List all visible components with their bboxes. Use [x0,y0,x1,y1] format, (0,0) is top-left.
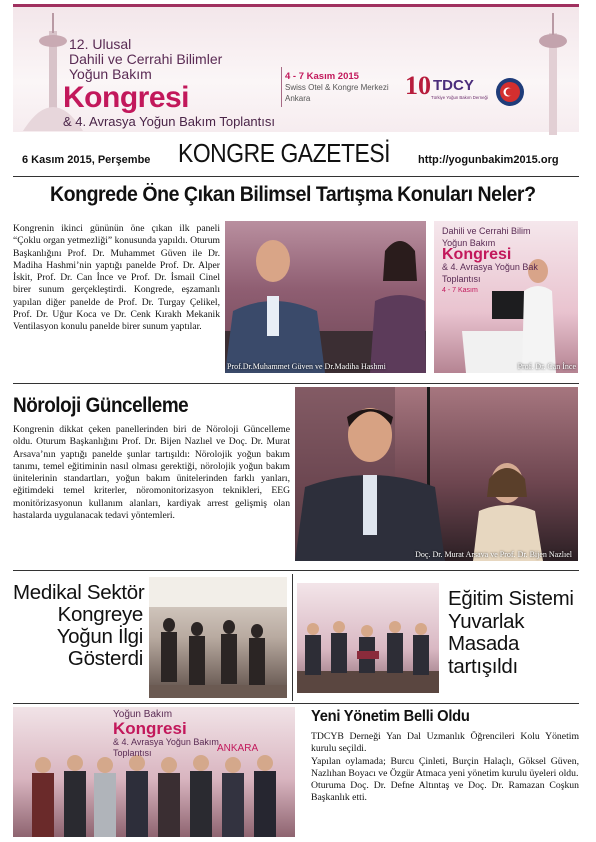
masthead-url[interactable]: http://yogunbakim2015.org [418,154,559,166]
banner-line3: Yoğun Bakım [69,66,152,82]
headline-line: Kongreye [57,603,143,626]
banner-text: Toplantısı [113,748,152,758]
box-right-headline [448,588,578,678]
photo-expo [149,577,287,698]
box-left-headline [13,582,143,670]
article3-p1: TDCYB Derneği Yan Dal Uzmanlık Öğrencileri Kolu Yönetim kurulu seçildi. [311,731,579,755]
article1-headline: Kongrede Öne Çıkan Bilimsel Tartışma Konuları Neler? [50,183,536,206]
banner-text: Dahili ve Cerrahi Bilim [442,226,531,236]
divider [13,176,579,177]
banner-text: ANKARA [217,743,259,754]
article3-p3: Oturuma Doç. Dr. Defne Altıntaş ve Doç. Dr. Ramazan Coşkun Başkanlık etti. [311,780,579,804]
photo-group [13,707,295,837]
masthead-date: 6 Kasım 2015, Perşembe [22,154,151,166]
banner-text: Yoğun Bakım [442,238,496,248]
divider-vertical [292,574,293,701]
photo-arsava-nazliel [295,387,578,561]
headline-line: Yoğun İlgi [56,625,143,648]
headline-line: Gösterdi [67,647,143,670]
divider [13,570,579,571]
banner-text: Toplantısı [442,274,481,284]
banner-text: Kongresi [113,719,187,738]
banner-city: Ankara [285,94,311,103]
article3-p2: Yapılan oylamada; Burcu Çinleti, Burçin Halaçlı, Göksel Güven, Nazlıhan Boyacı ve Özgür Atmaca yeni yönetim kurulu üyeleri oldu. [311,755,579,779]
headline-line: tartışıldı [448,654,518,678]
photo-roundtable [297,583,439,693]
article1-body: Kongrenin ikinci gününün öne çıkan ilk paneli “Çoklu organ yetmezliği” konusunda yapıldı. Oturum Başkanlığını Prof. Dr. Muhammet Güven ile Dr. Madiha Hashmi’nin yaptığı panelde Prof. Dr. Alper İskit, Prof. Dr. Can İnce ve Prof. Dr. İsmail Cinel birer sunum gerçekleştirdi. Kongrede, eşzamanlı yapılan diğer panelde de Prof. Dr. Turgay Çelikel, Prof. Dr. Uğur Koca ve Dr. Cenk Kırakh Mekanik Ventilasyon konulu panelde birer sunum yaptılar. [13,223,220,333]
seal-icon [495,77,525,107]
article3-headline: Yeni Yönetim Belli Oldu [311,708,470,725]
caption: Prof.Dr.Muhammet Güven ve Dr.Madiha Hashmi [227,362,386,371]
banner-line5: & 4. Avrasya Yoğun Bakım Toplantısı [63,114,275,129]
banner-line2: Dahili ve Cerrahi Bilimler [69,51,223,67]
headline-line: Masada [448,632,520,655]
photo-panel-guven-hashmi [225,221,426,373]
article2-headline: Nöroloji Güncelleme [13,394,189,417]
banner-line1: 12. Ulusal [69,36,132,52]
banner-text: Yoğun Bakım [113,709,173,720]
headline-line: Yuvarlak [448,609,525,633]
tdcy-logo: 10 TDCY Türkiye Yoğun Bakım Derneği [405,71,488,100]
caption: Prof. Dr. Can İnce [517,362,576,371]
banner-text: & 4. Avrasya Yoğun Bak [442,262,538,272]
banner-text: & 4. Avrasya Yoğun Bakım [113,737,219,747]
masthead-title: KONGRE GAZETESİ [178,138,391,168]
tower-icon [528,11,578,135]
divider [13,703,579,704]
banner-dates: 4 - 7 Kasım 2015 [285,71,359,82]
banner-venue: Swiss Otel & Kongre Merkezi [285,83,389,92]
banner-kongresi: Kongresi [63,81,190,114]
article2-body: Kongrenin dikkat çeken panellerinden biri de Nöroloji Güncelleme oldu. Oturum Başkanlığını Prof. Dr. Bijen Nazlıel ve Doç. Dr. Murat Arsava’nın yaptığı panelde şunlar tartışıldı: Nörolojik yoğun bakım tanımı, temel eğitiminin nasıl olması gerektiği, nörolojik yoğun bakım ünitelerinin standartları, yoğun bakım ünitelerinden farklı yanları, eğitimdeki temel kriterler, nöromonitorizasyon teknikleri, EEG monitörizasyonun kullanım alanları, kardiyak arrest gelişmiş olan hastalarda uygulanacak tedavi yöntemleri. [13,424,290,522]
banner-text: 4 - 7 Kasım [442,287,478,294]
headline-line: Medikal Sektör [13,581,145,604]
photo-can-ince [434,221,578,373]
banner-text: Kongresi [442,246,512,263]
divider [13,383,579,384]
headline-line: Eğitim Sistemi [448,587,574,610]
caption: Doç. Dr. Murat Arsava ve Prof. Dr. Bijen Nazlıel [415,550,572,559]
header-banner [13,4,579,132]
